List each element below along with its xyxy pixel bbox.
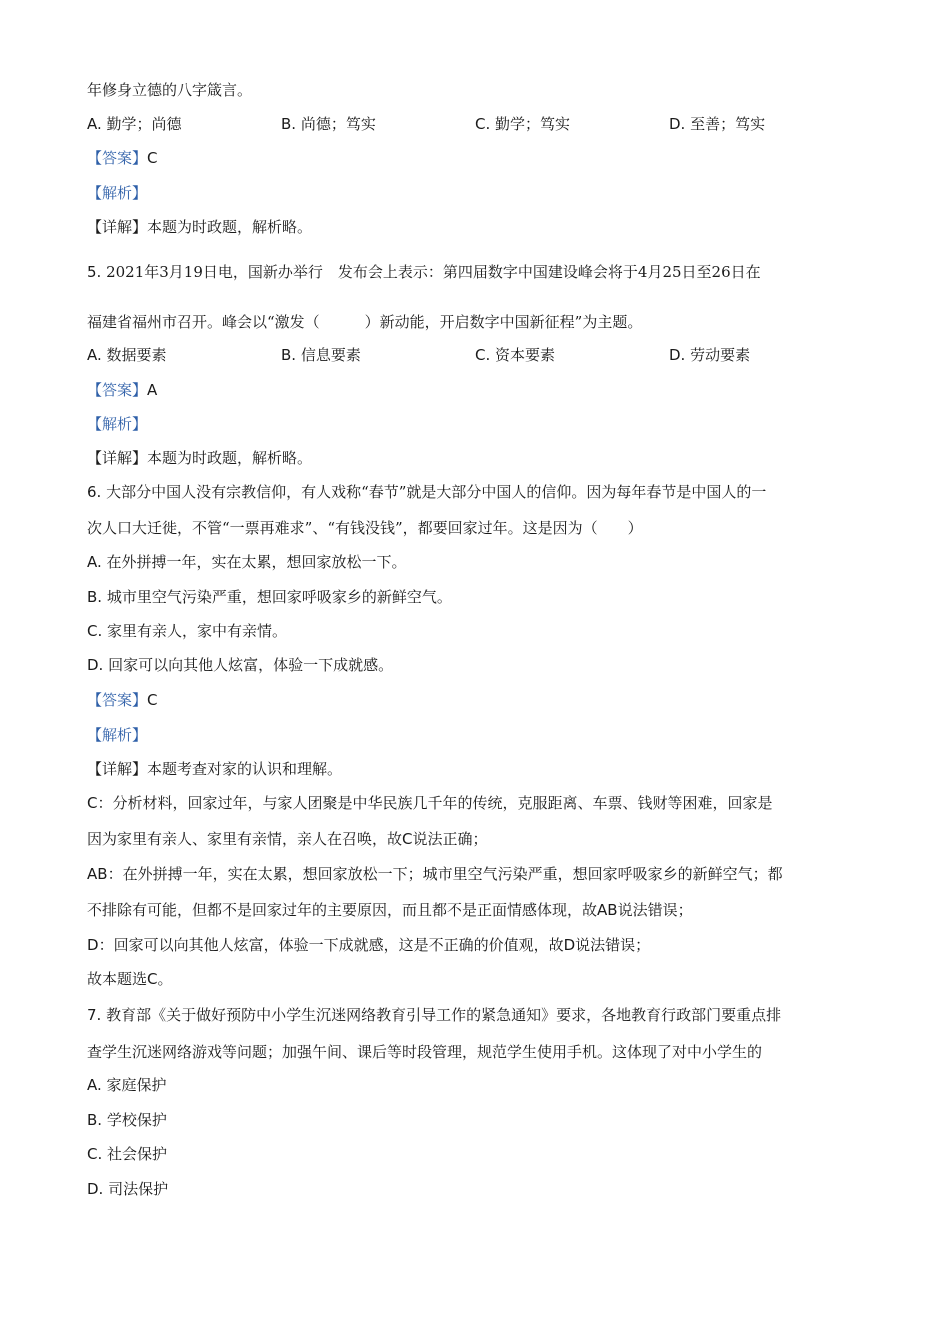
q5-option-b[interactable]: B. 信息要素: [281, 346, 361, 364]
question-number: 5.: [87, 263, 102, 281]
q4-option-a[interactable]: A. 勤学；尚德: [87, 115, 182, 133]
q5-option-d[interactable]: D. 劳动要素: [669, 346, 751, 364]
detail-tag: 【详解】: [87, 218, 148, 236]
q7-option-a[interactable]: A. 家庭保护: [87, 1076, 167, 1094]
q5-stem-line1: 5. 2021年3月19日电，国新办举行 发布会上表示：第四届数字中国建设峰会将于4月25日至26日在: [87, 263, 761, 281]
q4-answer: [87, 148, 158, 168]
q6-stem-line2: 次人口大迁徙，不管“一票再难求”、“有钱没钱”，都要回家过年。这是因为（ ）: [87, 519, 643, 537]
q4-detail: 【详解】本题为时政题，解析略。: [87, 218, 313, 236]
q4-option-d[interactable]: D. 至善；笃实: [669, 115, 766, 133]
answer-value: C: [147, 149, 158, 167]
q6-detail: 【详解】本题考查对家的认识和理解。: [87, 760, 343, 778]
q6-option-b[interactable]: B. 城市里空气污染严重，想回家呼吸家乡的新鲜空气。: [87, 588, 452, 606]
q6-option-c[interactable]: C. 家里有亲人，家中有亲情。: [87, 622, 288, 640]
q6-explanation-c-line2: 因为家里有亲人、家里有亲情，亲人在召唤，故C说法正确；: [87, 830, 488, 848]
q6-explanation-c-line1: C：分析材料，回家过年，与家人团聚是中华民族几千年的传统，克服距离、车票、钱财等困难，回家是: [87, 794, 773, 812]
answer-value: C: [147, 691, 158, 709]
carryover-line: 年修身立德的八字箴言。: [87, 81, 253, 99]
question-number: 6.: [87, 483, 102, 501]
q6-explanation-d: D：回家可以向其他人炫富，体验一下成就感，这是不正确的价值观，故D说法错误；: [87, 936, 651, 954]
q7-option-c[interactable]: C. 社会保护: [87, 1145, 168, 1163]
q7-stem-line1: 7. 教育部《关于做好预防中小学生沉迷网络教育引导工作的紧急通知》要求，各地教育行政部门要重点排: [87, 1006, 782, 1024]
q5-detail: 【详解】本题为时政题，解析略。: [87, 449, 313, 467]
q5-option-c[interactable]: C. 资本要素: [475, 346, 556, 364]
q5-stem-line2: 福建省福州市召开。峰会以“激发（ ）新动能，开启数字中国新征程”为主题。: [87, 313, 643, 331]
q6-conclusion: 故本题选C。: [87, 970, 173, 988]
detail-tag: 【详解】: [87, 760, 148, 778]
q4-analysis-tag: 【解析】: [87, 184, 148, 202]
q6-stem-line1: 6. 大部分中国人没有宗教信仰，有人戏称“春节”就是大部分中国人的信仰。因为每年春节是中国人的一: [87, 483, 767, 501]
q6-explanation-ab-line1: AB：在外拼搏一年，实在太累，想回家放松一下；城市里空气污染严重，想回家呼吸家乡的新鲜空气；都: [87, 865, 783, 883]
q4-option-b[interactable]: B. 尚德；笃实: [281, 115, 376, 133]
q6-answer: [87, 690, 158, 710]
q5-answer: [87, 380, 157, 400]
answer-tag: 【答案】: [87, 691, 148, 709]
q6-option-a[interactable]: A. 在外拼搏一年，实在太累，想回家放松一下。: [87, 553, 407, 571]
q7-option-b[interactable]: B. 学校保护: [87, 1111, 167, 1129]
detail-tag: 【详解】: [87, 449, 148, 467]
q6-option-d[interactable]: D. 回家可以向其他人炫富，体验一下成就感。: [87, 656, 394, 674]
q7-stem-line2: 查学生沉迷网络游戏等问题；加强午间、课后等时段管理，规范学生使用手机。这体现了对中小学生的: [87, 1043, 763, 1061]
q5-analysis-tag: 【解析】: [87, 415, 148, 433]
q6-analysis-tag: 【解析】: [87, 726, 148, 744]
q7-option-d[interactable]: D. 司法保护: [87, 1180, 169, 1198]
q5-option-a[interactable]: A. 数据要素: [87, 346, 167, 364]
answer-tag: 【答案】: [87, 149, 148, 167]
q6-explanation-ab-line2: 不排除有可能，但都不是回家过年的主要原因，而且都不是正面情感体现，故AB说法错误；: [87, 901, 693, 919]
question-number: 7.: [87, 1006, 102, 1024]
answer-tag: 【答案】: [87, 381, 148, 399]
answer-value: A: [147, 381, 158, 399]
q4-option-c[interactable]: C. 勤学；笃实: [475, 115, 571, 133]
